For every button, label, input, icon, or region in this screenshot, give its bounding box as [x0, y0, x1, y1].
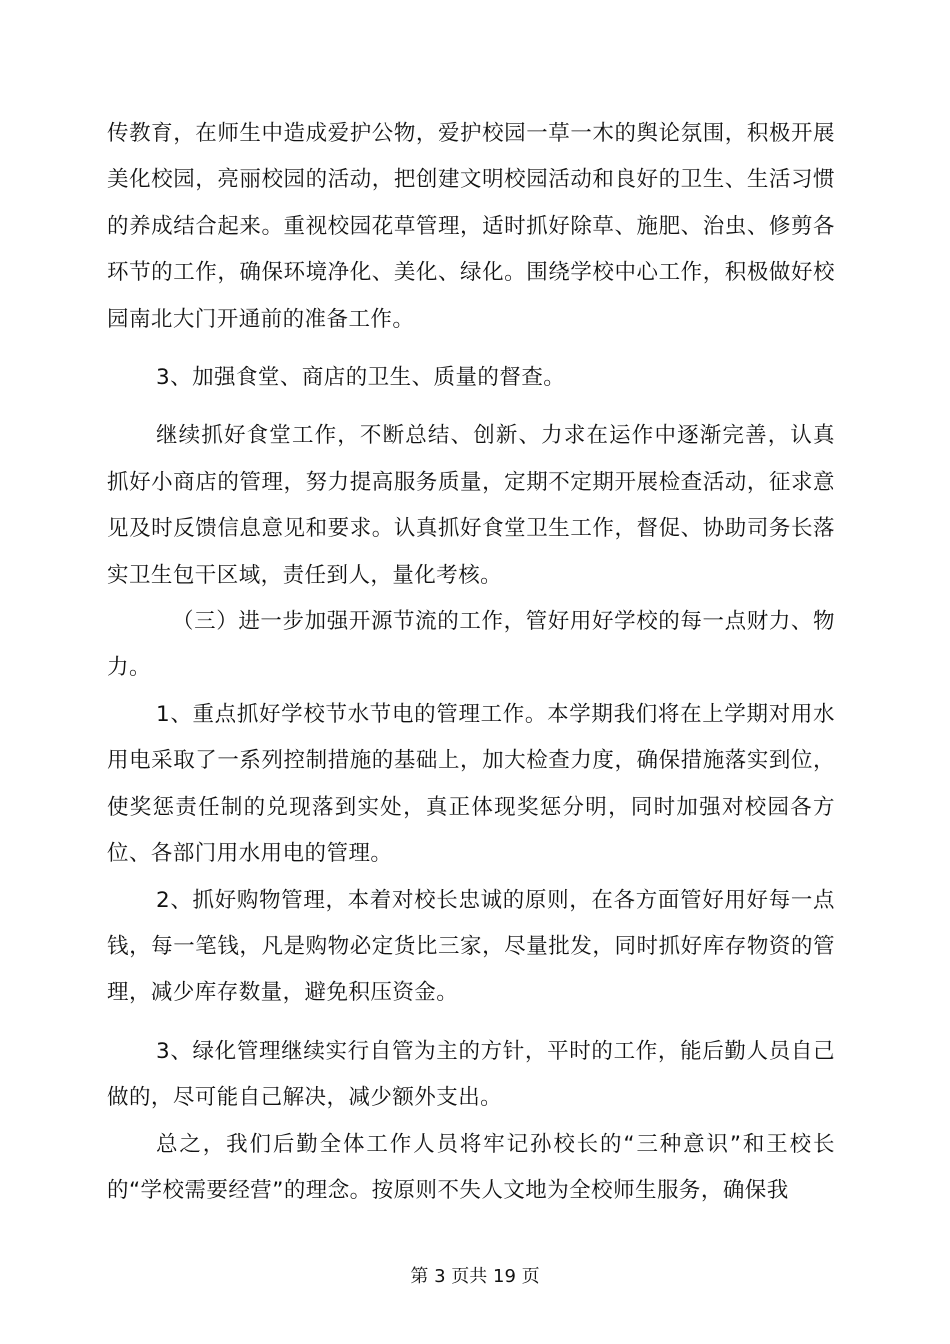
paragraph-canteen-work: 继续抓好食堂工作，不断总结、创新、力求在运作中逐渐完善，认真抓好小商店的管理，努力提高服务质量，定期不定期开展检查活动，征求意见及时反馈信息意见和要求。认真抓好食堂卫生工作，督促、协助司务长落实卫生包干区域，责任到人，量化考核。 — [107, 423, 835, 588]
document-body — [107, 111, 835, 1214]
heading-section-three: （三）进一步加强开源节流的工作，管好用好学校的每一点财力、物力。 — [107, 609, 835, 681]
paragraph-purchasing: 2、抓好购物管理，本着对校长忠诚的原则，在各方面管好用好每一点钱，每一笔钱，凡是购物必定货比三家，尽量批发，同时抓好库存物资的管理，减少库存数量，避免积压资金。 — [107, 887, 835, 1006]
heading-canteen-shop-inspection: 3、加强食堂、商店的卫生、质量的督查。 — [156, 365, 566, 391]
paragraph-summary: 总之，我们后勤全体工作人员将牢记孙校长的“三种意识”和王校长的“学校需要经营”的理念。按原则不失人文地为全校师生服务，确保我 — [107, 1131, 835, 1203]
paragraph-campus-beautification: 传教育，在师生中造成爱护公物，爱护校园一草一木的舆论氛围，积极开展美化校园，亮丽校园的活动，把创建文明校园活动和良好的卫生、生活习惯的养成结合起来。重视校园花草管理，适时抓好除草、施肥、治虫、修剪各环节的工作，确保环境净化、美化、绿化。围绕学校中心工作，积极做好校园南北大门开通前的准备工作。 — [107, 121, 835, 332]
paragraph-water-electricity: 1、重点抓好学校节水节电的管理工作。本学期我们将在上学期对用水用电采取了一系列控制措施的基础上，加大检查力度，确保措施落实到位，使奖惩责任制的兑现落到实处，真正体现奖惩分明，同时加强对校园各方位、各部门用水用电的管理。 — [107, 701, 835, 867]
page-number-footer: 第 3 页共 19 页 — [410, 1266, 540, 1287]
paragraph-greening: 3、绿化管理继续实行自管为主的方针，平时的工作，能后勤人员自己做的，尽可能自己解决，减少额外支出。 — [107, 1038, 835, 1111]
